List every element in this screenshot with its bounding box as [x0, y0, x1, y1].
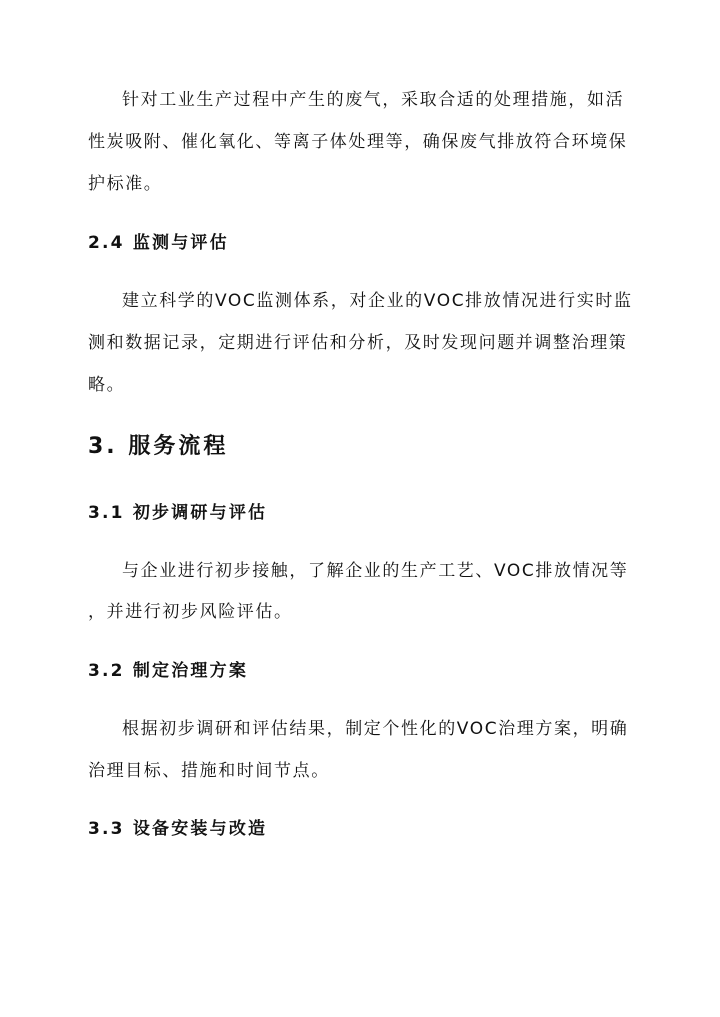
section-2-4-line-1: 建立科学的VOC监测体系，对企业的VOC排放情况进行实时监	[122, 291, 633, 311]
section-3-1-line-2: ，并进行初步风险评估。	[88, 602, 293, 622]
section-3-2-line-1: 根据初步调研和评估结果，制定个性化的VOC治理方案，明确	[122, 719, 629, 739]
section-2-4-line-3: 略。	[88, 375, 126, 395]
section-3-1-heading: 3.1 初步调研与评估	[88, 503, 268, 523]
intro-paragraph-line-2: 性炭吸附、催化氧化、等离子体处理等，确保废气排放符合环境保	[88, 132, 628, 152]
section-3-2-line-2: 治理目标、措施和时间节点。	[88, 761, 330, 781]
section-3-1-line-1: 与企业进行初步接触，了解企业的生产工艺、VOC排放情况等	[122, 561, 629, 581]
section-3-3-heading: 3.3 设备安装与改造	[88, 819, 268, 839]
section-3-2-heading: 3.2 制定治理方案	[88, 661, 249, 681]
section-2-4-heading: 2.4 监测与评估	[88, 233, 229, 253]
intro-paragraph-line-3: 护标准。	[88, 174, 163, 194]
intro-paragraph-line-1: 针对工业生产过程中产生的废气，采取合适的处理措施，如活	[122, 90, 625, 110]
section-3-heading: 3. 服务流程	[88, 434, 229, 459]
section-2-4-line-2: 测和数据记录，定期进行评估和分析，及时发现问题并调整治理策	[88, 333, 628, 353]
